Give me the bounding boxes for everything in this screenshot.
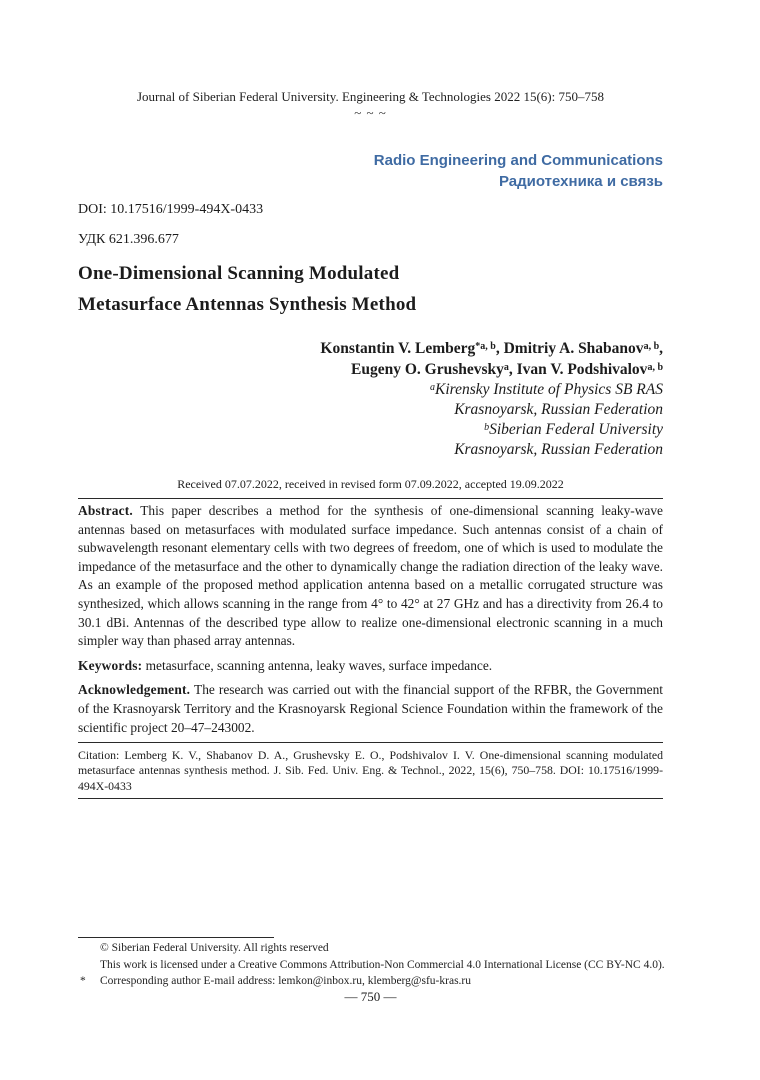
doi-line: DOI: 10.17516/1999-494X-0433 [78, 202, 264, 217]
divider-rule-top [78, 498, 663, 499]
journal-header-line: Journal of Siberian Federal University. Engineering & Technologies 2022 15(6): 750–758 [137, 89, 604, 104]
divider-rule-citation-bottom [78, 798, 663, 799]
paper-title-line-1: One-Dimensional Scanning Modulated [78, 263, 400, 284]
author-affil-marks-3: a [503, 361, 509, 373]
author-affil-marks-1: *a, b [475, 340, 496, 352]
keywords-label: Keywords: [78, 657, 143, 673]
author-name-4: Ivan V. Podshivalov [516, 361, 648, 378]
author-name-2: Dmitriy A. Shabanov [503, 340, 644, 357]
acknowledgement-text: The research was carried out with the financial support of the RFBR, the Government of the Krasnoyarsk Territory and the Krasnoyarsk Regional Science Foundation within the framework of the scientific project 20–47–243002. [78, 682, 663, 735]
authors-block [78, 338, 663, 380]
author-line-1-tail: , [659, 340, 663, 357]
affiliation-2 [78, 420, 663, 440]
affiliation-2-name: Siberian Federal University [489, 421, 663, 438]
keywords-paragraph [78, 657, 663, 676]
affiliation-1-city: Krasnoyarsk, Russian Federation [454, 401, 663, 418]
author-separator-1: , [495, 340, 504, 357]
received-dates-line: Received 07.07.2022, received in revised form 07.09.2022, accepted 19.09.2022 [177, 477, 564, 491]
author-affil-marks-4: a, b [647, 361, 663, 373]
author-line-2 [78, 359, 663, 380]
author-affil-marks-2: a, b [643, 340, 660, 352]
author-line-1 [78, 338, 663, 359]
corresponding-author-star: * [80, 975, 86, 988]
affiliation-1-name: Kirensky Institute of Physics SB RAS [434, 381, 663, 398]
abstract-label: Abstract. [78, 503, 133, 518]
author-name-3: Eugeny O. Grushevsky [351, 361, 504, 378]
abstract-paragraph [78, 502, 663, 651]
page-number: — 750 — [344, 989, 397, 1004]
paper-title-line-2: Metasurface Antennas Synthesis Method [78, 294, 417, 315]
section-heading [78, 150, 663, 192]
footnote-rule [78, 937, 274, 938]
divider-rule-citation-top [78, 742, 663, 743]
license-line: This work is licensed under a Creative Commons Attribution-Non Commercial 4.0 International License (CC BY-NC 4.0). [100, 958, 665, 971]
acknowledgement-label: Acknowledgement. [78, 682, 191, 698]
author-name-1: Konstantin V. Lemberg [320, 340, 476, 357]
affiliation-2-mark: b [484, 421, 490, 433]
corresponding-author-line [78, 973, 663, 990]
corresponding-author-text: Corresponding author E-mail address: lemkon@inbox.ru, klemberg@sfu-kras.ru [100, 975, 472, 988]
author-separator-2: , [508, 361, 517, 378]
keywords-text: metasurface, scanning antenna, leaky waves, surface impedance. [145, 657, 493, 673]
affiliations-block [78, 380, 663, 460]
udk-line: УДК 621.396.677 [78, 232, 179, 247]
tilde-separator: ~ ~ ~ [354, 105, 387, 120]
acknowledgement-paragraph [78, 681, 663, 737]
affiliation-2-city: Krasnoyarsk, Russian Federation [454, 441, 663, 458]
section-title-en: Radio Engineering and Communications [373, 152, 663, 169]
affiliation-1-mark: a [429, 381, 435, 393]
section-title-ru: Радиотехника и связь [499, 173, 663, 190]
footnote-block [78, 937, 663, 990]
copyright-line: © Siberian Federal University. All rights reserved [100, 942, 329, 954]
citation-paragraph: Citation: Lemberg K. V., Shabanov D. A., Grushevsky E. O., Podshivalov I. V. One-dimensional scanning modulated metasurface antennas synthesis method. J. Sib. Fed. Univ. Eng. & Technol., 2022, 15(6), 750–758. DOI: 10.17516/1999-494X-0433 [78, 748, 663, 793]
affiliation-1 [78, 380, 663, 400]
page-content [78, 0, 663, 799]
paper-title [78, 258, 663, 320]
abstract-text: This paper describes a method for the synthesis of one-dimensional scanning leaky-wave antennas based on metasurfaces with modulated surface impedance. Such antennas consist of a chain of subwavelength resonant elementary cells with two degrees of freedom, one of which is used to modulate the impedance of the metasurface and the other to dynamically change the radiation direction of the leaky wave. As an example of the proposed method application antenna based on a metallic corrugated structure was synthesized, which allows scanning in the range from 4° to 42° at 27 GHz and has a directivity from 26.4 to 30.1 dBi. Antennas of the described type allow to realize one-dimensional electronic scanning in a much simpler way than phased array antennas. [78, 503, 663, 649]
